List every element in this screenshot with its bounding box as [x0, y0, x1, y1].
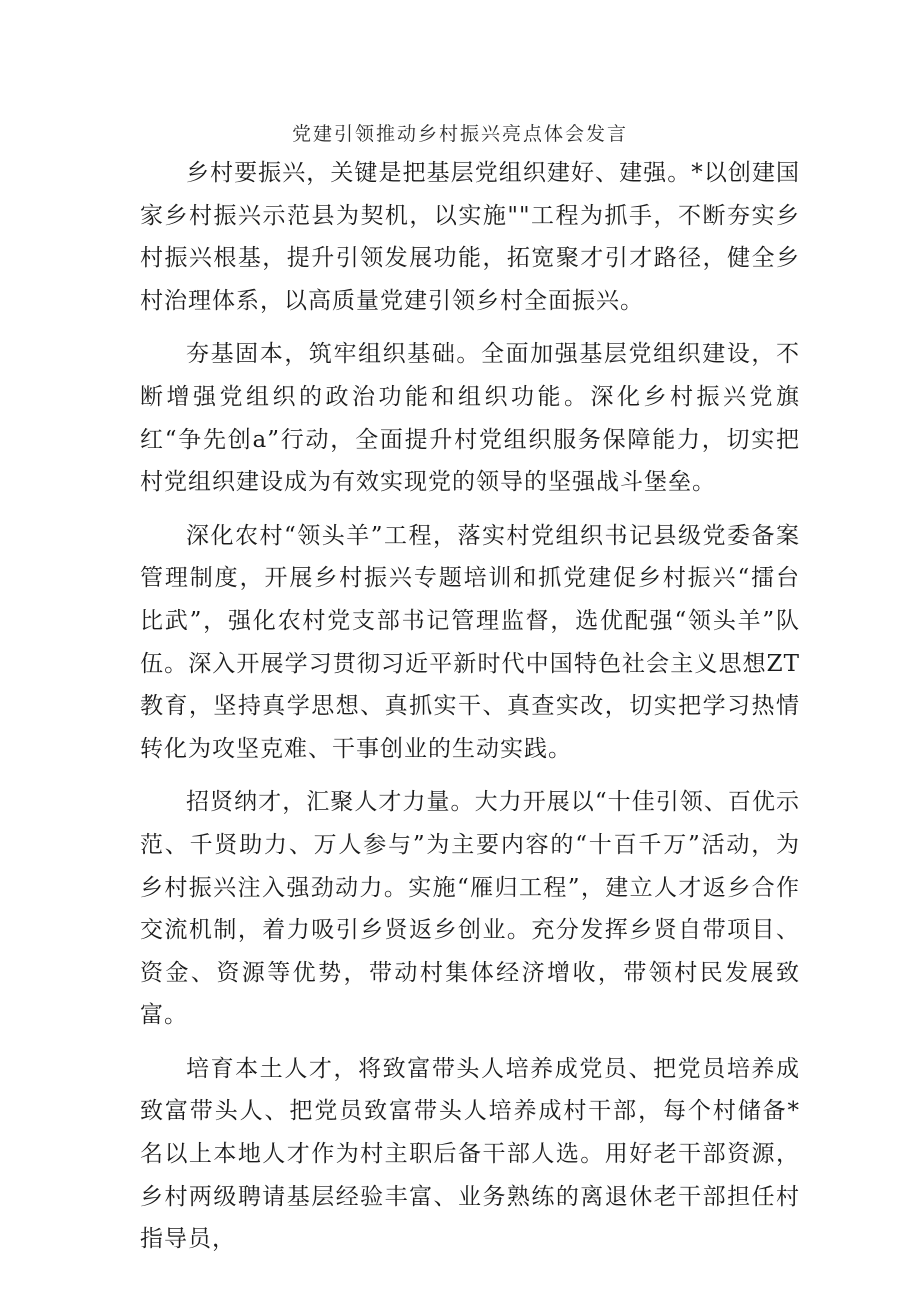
paragraph-local-talent: 培育本土人才，将致富带头人培养成党员、把党员培养成致富带头人、把党员致富带头人培养成村干部，每个村储备*名以上本地人才作为村主职后备干部人选。用好老干部资源，乡村两级聘请基层经验丰富、业务熟练的离退休老干部担任村指导员， — [140, 1055, 800, 1253]
paragraph-foundation: 夯基固本，筑牢组织基础。全面加强基层党组织建设，不断增强党组织的政治功能和组织功能。深化乡村振兴党旗红“争先创a”行动，全面提升村党组织服务保障能力，切实把村党组织建设成为有效实现党的领导的坚强战斗堡垒。 — [140, 341, 800, 496]
paragraph-intro: 乡村要振兴，关键是把基层党组织建好、建强。*以创建国家乡村振兴示范县为契机，以实施""工程为抓手，不断夯实乡村振兴根基，提升引领发展功能，拓宽聚才引才路径，健全乡村治理体系，以高质量党建引领乡村全面振兴。 — [140, 160, 800, 314]
paragraph-talent-recruitment: 招贤纳才，汇聚人才力量。大力开展以“十佳引领、百优示范、千贤助力、万人参与”为主要内容的“十百千万”活动，为乡村振兴注入强劲动力。实施“雁归工程”，建立人才返乡合作交流机制，着力吸引乡贤返乡创业。充分发挥乡贤自带项目、资金、资源等优势，带动村集体经济增收，带领村民发展致富。 — [140, 789, 800, 1029]
document-title: 党建引领推动乡村振兴亮点体会发言 — [291, 123, 628, 145]
document-body — [140, 152, 800, 1272]
paragraph-leader-project: 深化农村“领头羊”工程，落实村党组织书记县级党委备案管理制度，开展乡村振兴专题培训和抓党建促乡村振兴“擂台比武”，强化农村党支部书记管理监督，选优配强“领头羊”队伍。深入开展学习贯彻习近平新时代中国特色社会主义思想ZT教育，坚持真学思想、真抓实干、真查实改，切实把学习热情转化为攻坚克难、干事创业的生动实践。 — [140, 522, 800, 762]
